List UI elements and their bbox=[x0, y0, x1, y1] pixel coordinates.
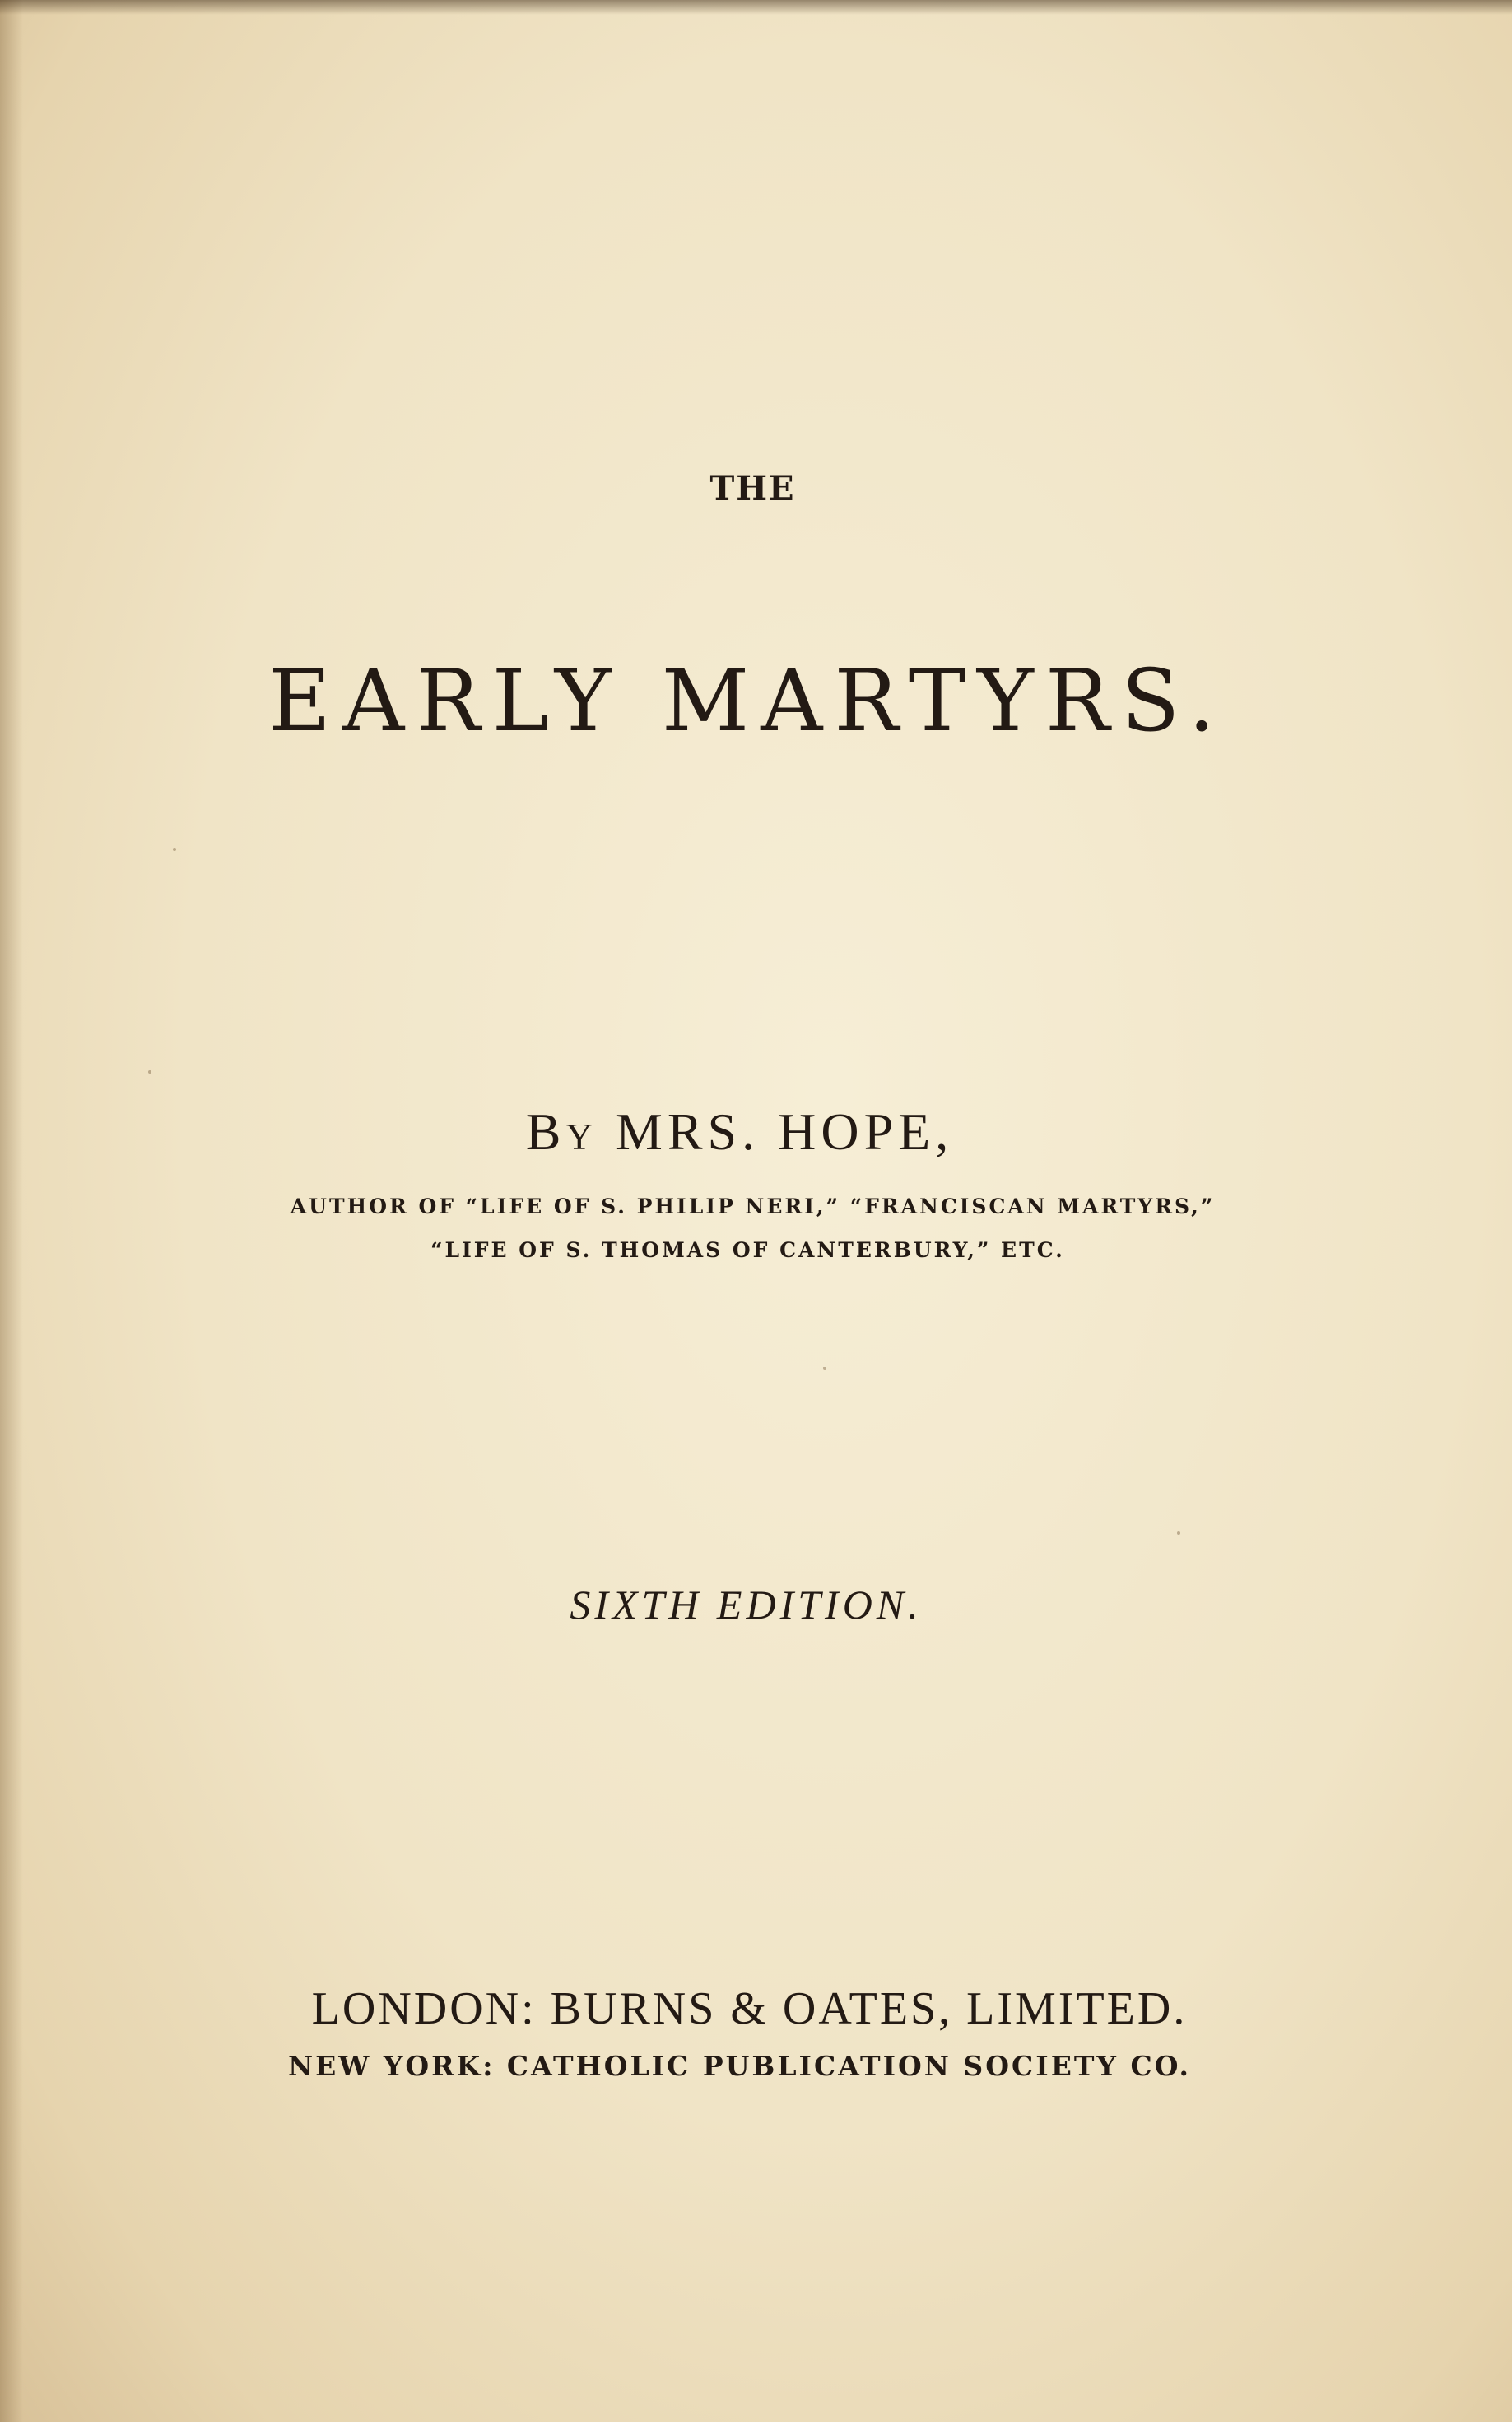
page-top-shadow bbox=[0, 0, 1512, 15]
byline-author-name: MRS. HOPE, bbox=[615, 1102, 954, 1161]
byline-by: By bbox=[525, 1102, 598, 1161]
pre-title: THE bbox=[709, 469, 796, 508]
edition-statement: SIXTH EDITION. bbox=[570, 1581, 923, 1628]
imprint-london: LONDON: BURNS & OATES, LIMITED. bbox=[311, 1983, 1188, 2034]
paper-speck bbox=[1177, 1531, 1180, 1535]
author-credits-line-1: AUTHOR OF “LIFE OF S. PHILIP NERI,” “FRANCISCAN MARTYRS,” bbox=[290, 1195, 1216, 1218]
book-title: EARLY MARTYRS. bbox=[268, 650, 1227, 751]
imprint-new-york: NEW YORK: CATHOLIC PUBLICATION SOCIETY CO. bbox=[287, 2050, 1192, 2082]
paper-speck bbox=[823, 1367, 826, 1370]
paper-speck bbox=[173, 848, 176, 851]
paper-speck bbox=[148, 1070, 151, 1074]
author-credits-line-2: “LIFE OF S. THOMAS OF CANTERBURY,” ETC. bbox=[430, 1238, 1065, 1262]
byline bbox=[0, 1102, 1496, 1162]
